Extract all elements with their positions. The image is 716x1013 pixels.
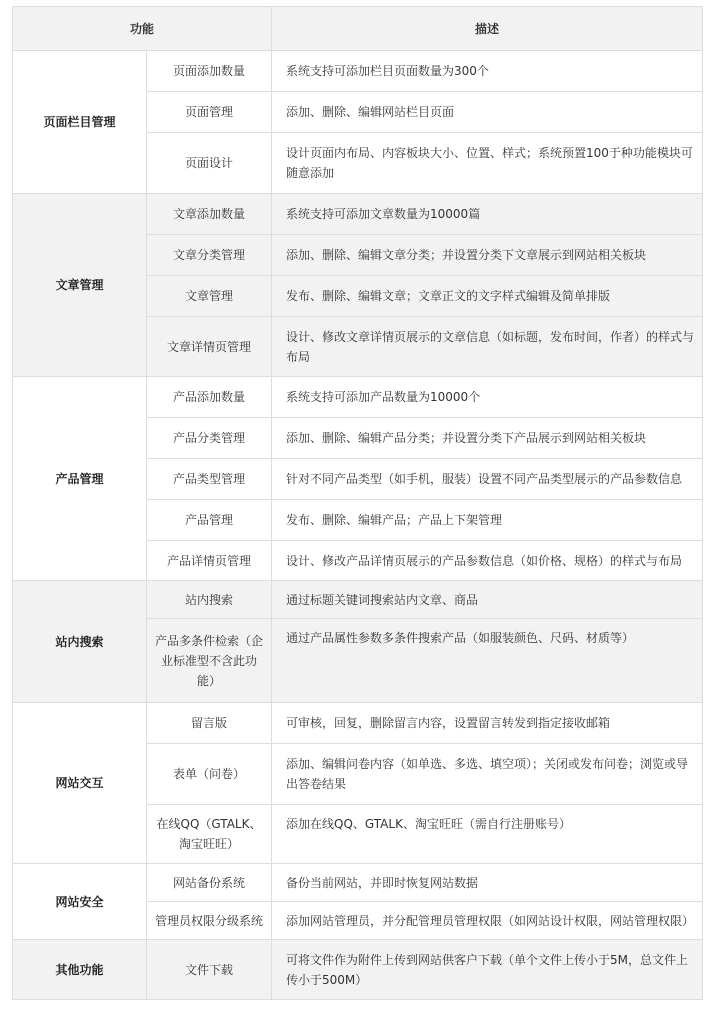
table-row <box>13 864 703 902</box>
category-cell: 网站安全 <box>13 864 147 940</box>
function-cell: 留言版 <box>147 703 272 744</box>
description-cell: 设计、修改文章详情页展示的文章信息（如标题，发布时间，作者）的样式与布局 <box>272 317 703 377</box>
category-cell: 其他功能 <box>13 940 147 1000</box>
description-cell: 添加、删除、编辑文章分类；并设置分类下文章展示到网站相关板块 <box>272 235 703 276</box>
function-cell: 站内搜索 <box>147 581 272 619</box>
category-cell: 产品管理 <box>13 377 147 581</box>
category-cell: 站内搜索 <box>13 581 147 703</box>
category-cell: 网站交互 <box>13 703 147 864</box>
description-cell: 添加、删除、编辑产品分类；并设置分类下产品展示到网站相关板块 <box>272 418 703 459</box>
description-cell: 添加网站管理员，并分配管理员管理权限（如网站设计权限，网站管理权限） <box>272 902 703 940</box>
function-cell: 产品详情页管理 <box>147 541 272 581</box>
description-cell: 添加在线QQ、GTALK、淘宝旺旺（需自行注册账号） <box>272 805 703 864</box>
category-cell: 页面栏目管理 <box>13 51 147 194</box>
function-cell: 文章管理 <box>147 276 272 317</box>
function-cell: 产品分类管理 <box>147 418 272 459</box>
description-cell: 发布、删除、编辑文章；文章正文的文字样式编辑及简单排版 <box>272 276 703 317</box>
function-cell: 文件下载 <box>147 940 272 1000</box>
table-row <box>13 581 703 619</box>
description-cell: 添加、编辑问卷内容（如单选、多选、填空项）；关闭或发布问卷；浏览或导出答卷结果 <box>272 744 703 805</box>
description-cell: 设计页面内布局、内容板块大小、位置、样式；系统预置100于种功能模块可随意添加 <box>272 133 703 194</box>
description-cell: 可审核，回复，删除留言内容，设置留言转发到指定接收邮箱 <box>272 703 703 744</box>
function-cell: 表单（问卷） <box>147 744 272 805</box>
table-row <box>13 703 703 744</box>
function-cell: 网站备份系统 <box>147 864 272 902</box>
description-cell: 针对不同产品类型（如手机，服装）设置不同产品类型展示的产品参数信息 <box>272 459 703 500</box>
description-cell: 通过产品属性参数多条件搜索产品（如服装颜色、尺码、材质等） <box>272 619 703 703</box>
function-cell: 产品多条件检索（企业标准型不含此功能） <box>147 619 272 703</box>
description-cell: 系统支持可添加栏目页面数量为300个 <box>272 51 703 92</box>
function-cell: 文章分类管理 <box>147 235 272 276</box>
header-description: 描述 <box>272 7 703 51</box>
description-cell: 系统支持可添加产品数量为10000个 <box>272 377 703 418</box>
function-cell: 文章详情页管理 <box>147 317 272 377</box>
function-cell: 产品类型管理 <box>147 459 272 500</box>
description-cell: 可将文件作为附件上传到网站供客户下载（单个文件上传小于5M，总文件上传小于500M） <box>272 940 703 1000</box>
table-row <box>13 51 703 92</box>
category-cell: 文章管理 <box>13 194 147 377</box>
description-cell: 设计、修改产品详情页展示的产品参数信息（如价格、规格）的样式与布局 <box>272 541 703 581</box>
feature-table <box>12 6 703 1000</box>
table-row <box>13 194 703 235</box>
function-cell: 文章添加数量 <box>147 194 272 235</box>
function-cell: 页面设计 <box>147 133 272 194</box>
function-cell: 在线QQ（GTALK、淘宝旺旺） <box>147 805 272 864</box>
function-cell: 产品管理 <box>147 500 272 541</box>
description-cell: 系统支持可添加文章数量为10000篇 <box>272 194 703 235</box>
table-header-row <box>13 7 703 51</box>
description-cell: 备份当前网站，并即时恢复网站数据 <box>272 864 703 902</box>
feature-table-container <box>12 6 703 1000</box>
description-cell: 通过标题关键词搜索站内文章、商品 <box>272 581 703 619</box>
table-row <box>13 940 703 1000</box>
function-cell: 产品添加数量 <box>147 377 272 418</box>
description-cell: 添加、删除、编辑网站栏目页面 <box>272 92 703 133</box>
description-cell: 发布、删除、编辑产品；产品上下架管理 <box>272 500 703 541</box>
table-row <box>13 377 703 418</box>
function-cell: 页面添加数量 <box>147 51 272 92</box>
header-function: 功能 <box>13 7 272 51</box>
function-cell: 页面管理 <box>147 92 272 133</box>
function-cell: 管理员权限分级系统 <box>147 902 272 940</box>
